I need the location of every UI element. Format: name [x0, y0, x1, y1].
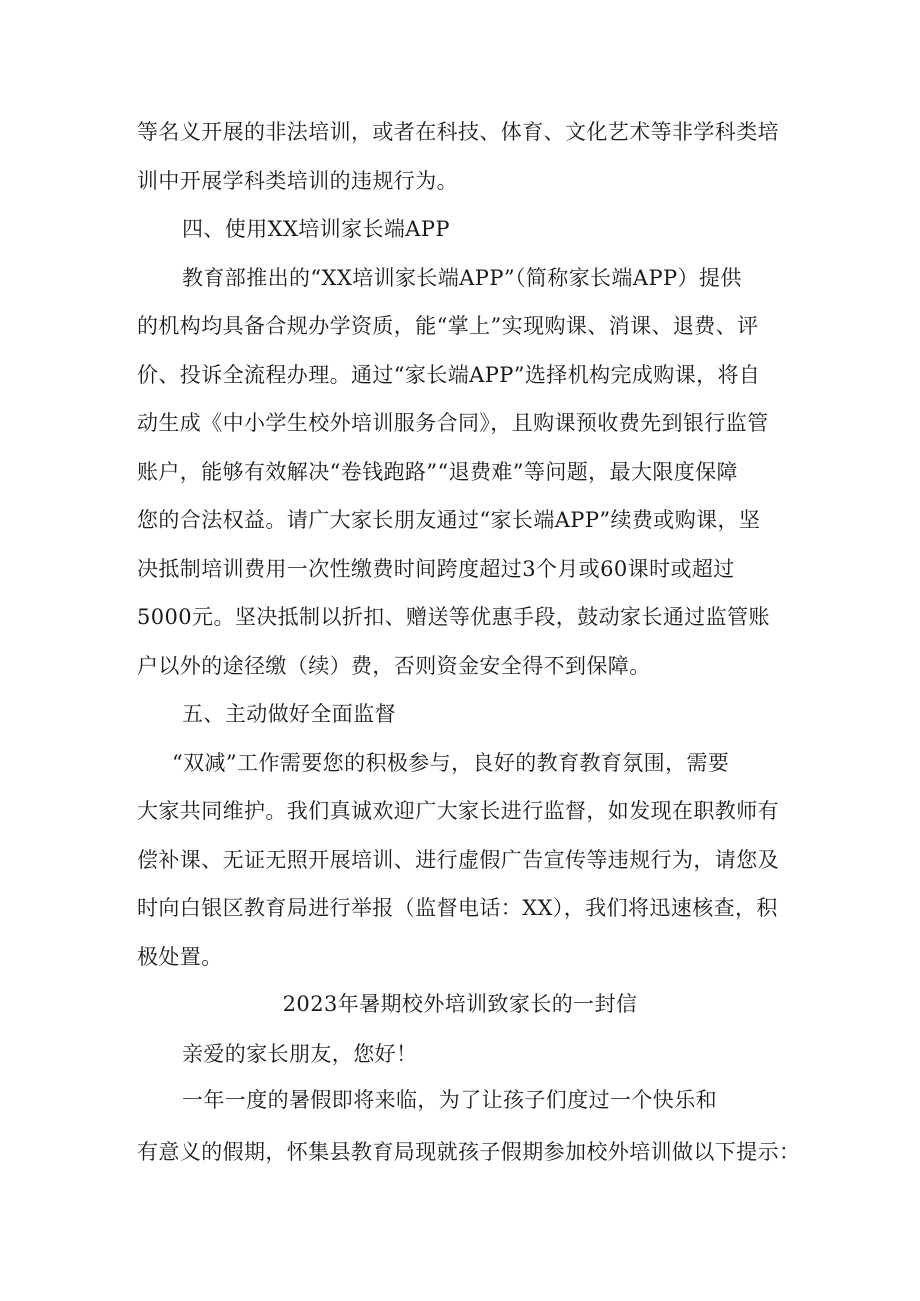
body-line-3: 教育部推出的“XX培训家长端APP”（简称家长端APP）提供: [182, 266, 742, 290]
body-line-8: 您的合法权益。请广大家长朋友通过“家长端APP”续费或购课，坚: [137, 508, 761, 532]
body-line-14: 偿补课、无证无照开展培训、进行虚假广告宣传等违规行为，请您及: [137, 848, 779, 872]
body-line-2: 训中开展学科类培训的违规行为。: [137, 169, 458, 193]
body-line-1: 等名义开展的非法培训，或者在科技、体育、文化艺术等非学科类培: [137, 120, 779, 144]
body-line-12: “双减”工作需要您的积极参与，良好的教育教育氛围，需要: [172, 751, 730, 775]
body-line-4: 的机构均具备合规办学资质，能“掌上”实现购课、消课、退费、评: [137, 314, 759, 338]
body-line-7: 账户，能够有效解决“卷钱跑路”“退费难”等问题，最大限度保障: [137, 460, 738, 484]
body-line-10: 5000元。坚决抵制以折扣、赠送等优惠手段，鼓动家长通过监管账: [137, 605, 770, 629]
letter-title: 2023年暑期校外培训致家长的一封信: [282, 992, 638, 1016]
body-line-13: 大家共同维护。我们真诚欢迎广大家长进行监督，如发现在职教师有: [137, 799, 779, 823]
body-line-6: 动生成《中小学生校外培训服务合同》，且购课预收费先到银行监管: [137, 411, 769, 435]
body-line-9: 决抵制培训费用一次性缴费时间跨度超过3个月或60课时或超过: [137, 557, 735, 581]
body-line-18: 有意义的假期，怀集县教育局现就孩子假期参加校外培训做以下提示：: [137, 1140, 801, 1164]
section-heading-5: 五、主动做好全面监督: [182, 702, 396, 726]
greeting: 亲爱的家长朋友，您好！: [182, 1042, 418, 1066]
body-line-16: 极处置。: [137, 945, 223, 969]
body-line-5: 价、投诉全流程办理。通过“家长端APP”选择机构完成购课，将自: [137, 363, 761, 387]
section-heading-4: 四、使用XX培训家长端APP: [182, 217, 450, 241]
body-line-11: 户以外的途径缴（续）费，否则资金安全得不到保障。: [137, 654, 651, 678]
body-line-15: 时向白银区教育局进行举报（监督电话：XX），我们将迅速核查，积: [137, 896, 778, 920]
body-line-17: 一年一度的暑假即将来临，为了让孩子们度过一个快乐和: [182, 1088, 717, 1112]
